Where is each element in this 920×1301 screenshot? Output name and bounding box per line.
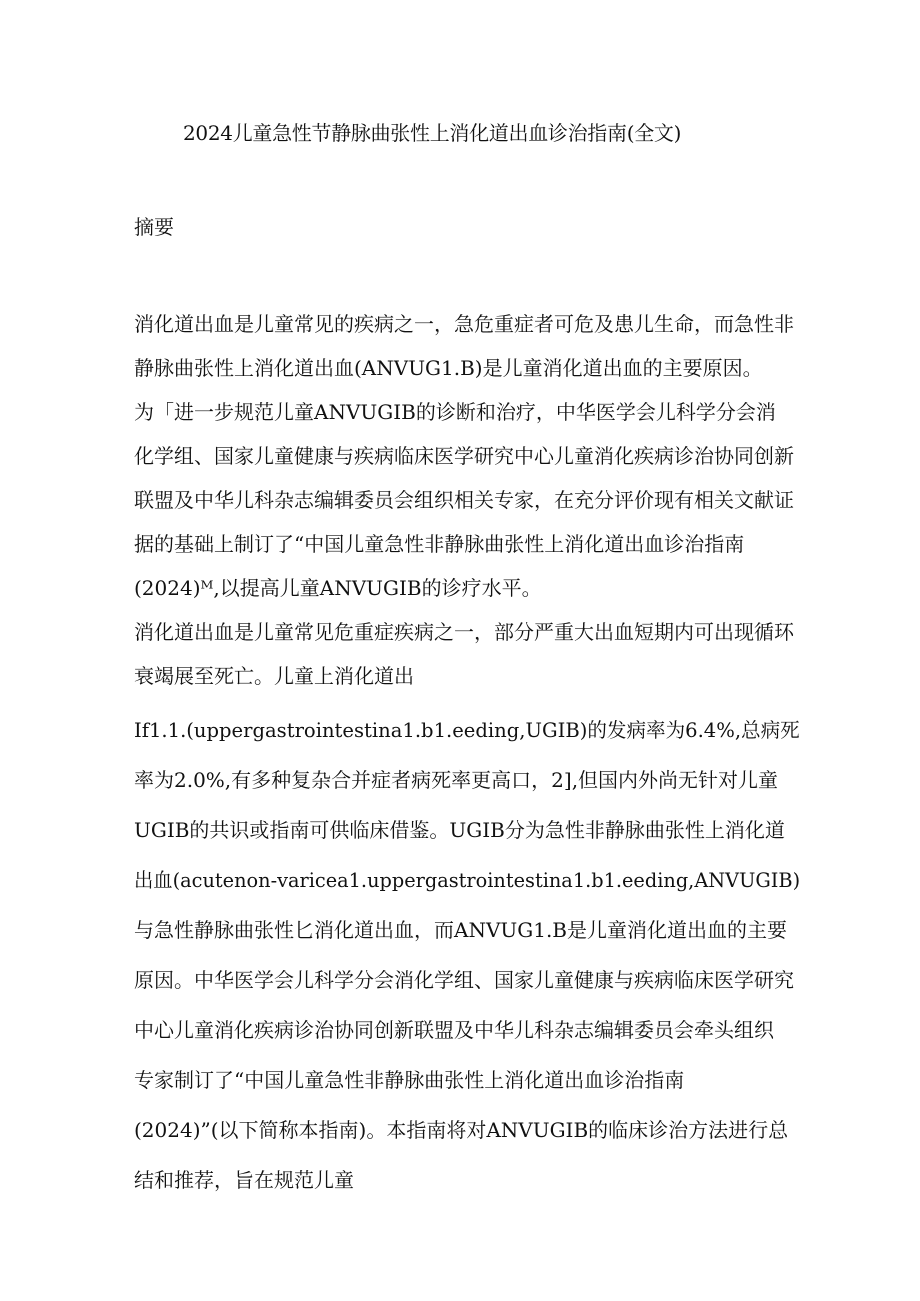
paragraph-line: 专家制订了“中国儿童急性非静脉曲张性上消化道出血诊治指南 [134, 1068, 685, 1092]
paragraph-line: If1.1.(uppergastrointestina1.b1.eeding,UGIB)的发病率为6.4%,总病死 [134, 718, 800, 742]
paragraph-line: (2024)ᴹ,以提高儿童ANVUGIB的诊疗水平。 [134, 576, 542, 600]
paragraph-line: 消化道出血是儿童常见危重症疾病之一，部分严重大出血短期内可出现循环 [134, 620, 794, 644]
paragraph-line: 联盟及中华儿科杂志编辑委员会组织相关专家，在充分评价现有相关文献证 [134, 488, 794, 512]
paragraph-line: (2024)”(以下简称本指南)。本指南将对ANVUGIB的临床诊治方法进行总 [134, 1118, 789, 1142]
paragraph-line: 率为2.0%,有多种复杂合并症者病死率更高口，2],但国内外尚无针对儿童 [134, 768, 779, 792]
document-title: 2024儿童急性节静脉曲张性上消化道出血诊治指南(全文) [183, 121, 682, 145]
paragraph-line: UGIB的共识或指南可供临床借鉴。UGIB分为急性非静脉曲张性上消化道 [134, 818, 785, 842]
paragraph-line: 为「进一步规范儿童ANVUGIB的诊断和治疗，中华医学会儿科学分会消 [134, 400, 776, 424]
paragraph-line: 据的基础上制订了“中国儿童急性非静脉曲张性上消化道出血诊治指南 [134, 532, 745, 556]
abstract-heading: 摘要 [134, 215, 174, 239]
paragraph-line: 消化道出血是儿童常见的疾病之一，急危重症者可危及患儿生命，而急性非 [134, 312, 794, 336]
paragraph-line: 原因。中华医学会儿科学分会消化学组、国家儿童健康与疾病临床医学研究 [134, 968, 794, 992]
paragraph-line: 化学组、国家儿童健康与疾病临床医学研究中心儿童消化疾病诊治协同创新 [134, 444, 794, 468]
paragraph-line: 中心儿童消化疾病诊治协同创新联盟及中华儿科杂志编辑委员会牵头组织 [134, 1018, 774, 1042]
paragraph-line: 与急性静脉曲张性匕消化道出血，而ANVUG1.B是儿童消化道出血的主要 [134, 918, 787, 942]
paragraph-line: 结和推荐，旨在规范儿童 [134, 1168, 354, 1192]
paragraph-line: 衰竭展至死亡。儿童上消化道出 [134, 664, 414, 688]
paragraph-line: 静脉曲张性上消化道出血(ANVUG1.B)是儿童消化道出血的主要原因。 [134, 356, 763, 380]
paragraph-line: 出血(acutenon-varicea1.uppergastrointestina1.b1.eeding,ANVUGIB) [134, 868, 801, 892]
